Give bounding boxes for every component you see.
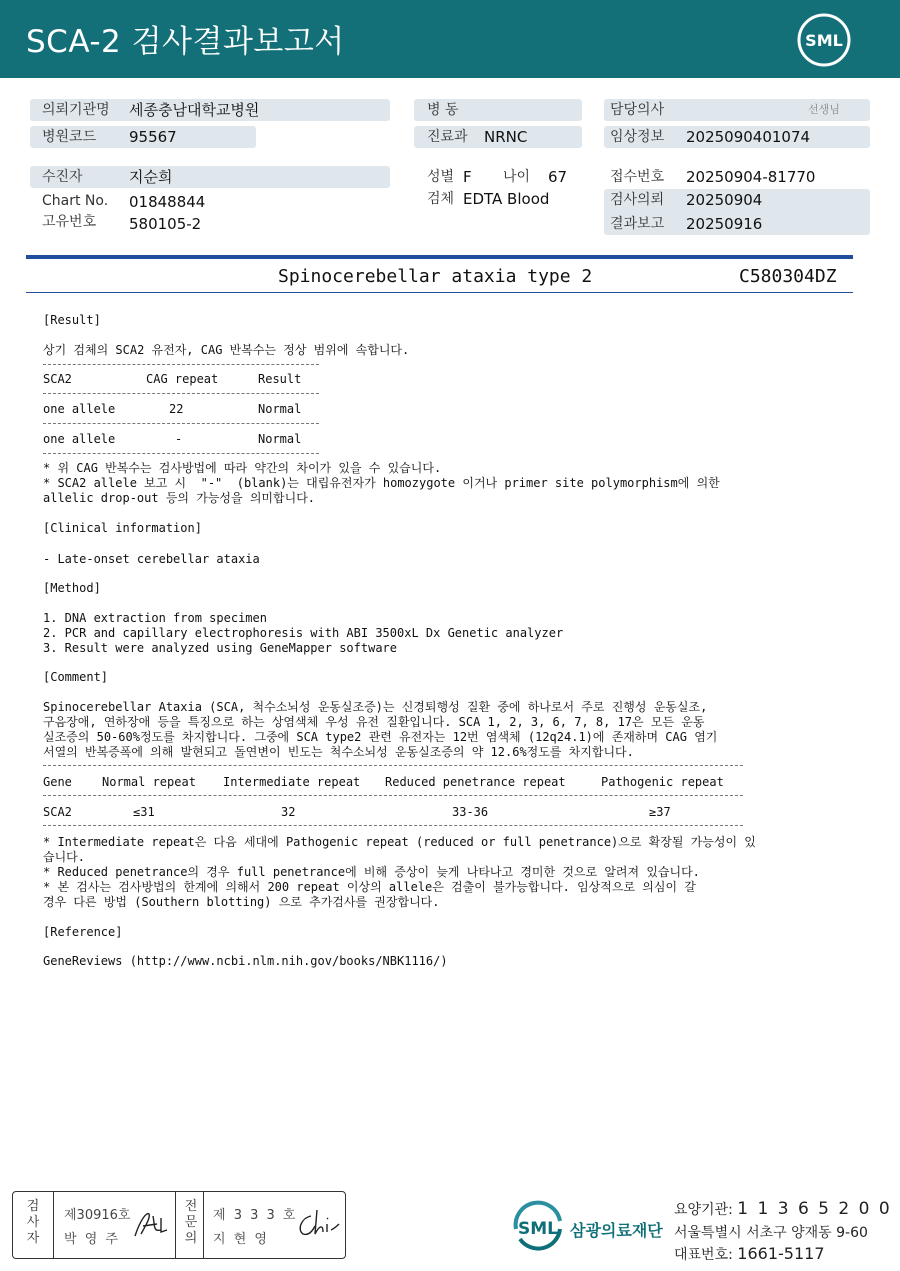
dept-label: 진료과: [427, 129, 468, 145]
section-divider: [26, 255, 853, 259]
comment-note: 습니다.: [43, 850, 86, 864]
comment-note: * Intermediate repeat은 다음 세대에 Pathogenic repeat (reduced or full penetrance)으로 확장될 가능성이 있: [43, 835, 756, 849]
examiner-name: 박 영 주: [64, 1232, 120, 1247]
request-label: 검사의뢰: [610, 192, 665, 208]
signature-box: [12, 1191, 346, 1259]
specialist-license: 제 3 3 3 호: [213, 1208, 298, 1223]
specimen-label: 검체: [427, 191, 455, 207]
clinical-info-value: 2025090401074: [686, 128, 811, 146]
receipt-label: 접수번호: [610, 169, 665, 185]
care-number: 1 1 3 6 5 2 0 0: [737, 1199, 892, 1219]
specialist-signature-icon: [293, 1206, 341, 1242]
result-col-repeat: CAG repeat: [146, 372, 219, 386]
comment-heading: [Comment]: [43, 670, 109, 684]
report-title: SCA-2 검사결과보고서: [26, 24, 345, 60]
result-row-allele: one allele: [43, 402, 116, 416]
report-header: [0, 0, 900, 78]
receipt-value: 20250904-81770: [686, 168, 816, 186]
repeat-col-reduced: Reduced penetrance repeat: [385, 775, 566, 789]
result-col-result: Result: [258, 372, 302, 386]
phone-label: 대표번호:: [674, 1247, 733, 1263]
report-date-value: 20250916: [686, 215, 763, 233]
specialist-label: 전문의: [184, 1199, 198, 1246]
result-row-result: Normal: [258, 432, 302, 446]
institution-label: 의뢰기관명: [42, 102, 110, 118]
test-name: Spinocerebellar ataxia type 2: [278, 266, 593, 287]
repeat-row-intermediate: 32: [281, 805, 296, 819]
result-row-result: Normal: [258, 402, 302, 416]
phone-number: 1661-5117: [737, 1244, 825, 1263]
method-line: 2. PCR and capillary electrophoresis with ABI 3500xL Dx Genetic analyzer: [43, 626, 564, 640]
clinical-heading: [Clinical information]: [43, 521, 202, 535]
result-heading: [Result]: [43, 313, 101, 327]
request-value: 20250904: [686, 191, 763, 209]
comment-note: 경우 다른 방법 (Southern blotting) 으로 추가검사를 권장합니다.: [43, 895, 440, 909]
comment-note: * 본 검사는 검사방법의 한계에 의해서 200 repeat 이상의 allele은 검출이 불가능합니다. 임상적으로 의심이 갈: [43, 880, 696, 894]
repeat-col-pathogenic: Pathogenic repeat: [601, 775, 724, 789]
dept-value: NRNC: [484, 128, 528, 146]
sex-label: 성별: [427, 169, 455, 185]
repeat-col-normal: Normal repeat: [102, 775, 196, 789]
comment-note: * Reduced penetrance의 경우 full penetrance에 비해 증상이 늦게 나타나고 경미한 것으로 알려져 있습니다.: [43, 865, 700, 879]
foundation-name: 삼광의료재단: [570, 1221, 663, 1240]
repeat-row-pathogenic: ≥37: [649, 805, 671, 819]
patient-value: 지순희: [129, 168, 173, 186]
examiner-label: 검사자: [26, 1199, 40, 1246]
doctor-suffix: 선생님: [808, 103, 840, 116]
phone-line: [674, 1244, 825, 1264]
foundation-logo-text: SML: [518, 1219, 558, 1239]
care-institution: [674, 1199, 892, 1219]
age-label: 나이: [503, 169, 531, 185]
result-table-rule: [43, 453, 319, 454]
result-note: allelic drop-out 등의 가능성을 의미합니다.: [43, 491, 316, 505]
result-table-rule: [43, 364, 319, 365]
doctor-label: 담당의사: [610, 102, 665, 118]
repeat-table-rule: [43, 765, 743, 766]
result-row-repeat: -: [175, 432, 183, 446]
test-code: C580304DZ: [739, 266, 837, 287]
repeat-row-normal: ≤31: [133, 805, 155, 819]
specialist-name: 지 현 영: [213, 1232, 269, 1247]
result-summary: 상기 검체의 SCA2 유전자, CAG 반복수는 정상 범위에 속합니다.: [43, 343, 410, 357]
method-line: 3. Result were analyzed using GeneMapper software: [43, 641, 398, 655]
repeat-row-reduced: 33-36: [452, 805, 489, 819]
reference-heading: [Reference]: [43, 925, 123, 939]
clinical-text: - Late-onset cerebellar ataxia: [43, 552, 260, 566]
comment-line: Spinocerebellar Ataxia (SCA, 척수소뇌성 운동실조증)는 신경퇴행성 질환 중에 하나로서 주로 진행성 운동실조,: [43, 700, 708, 714]
examiner-license: 제30916호: [64, 1208, 131, 1223]
unique-label: 고유번호: [42, 214, 97, 230]
sml-logo-icon: [797, 13, 851, 67]
address: 서울특별시 서초구 양재동 9-60: [674, 1225, 868, 1241]
sml-logo-text: SML: [805, 31, 843, 50]
care-label: 요양기관:: [674, 1202, 733, 1218]
hospital-code-label: 병원코드: [42, 129, 97, 145]
institution-value: 세종충남대학교병원: [129, 101, 260, 119]
repeat-col-gene: Gene: [43, 775, 72, 789]
patient-row: [30, 166, 390, 188]
result-note: * SCA2 allele 보고 시 "-" (blank)는 대립유전자가 homozygote 이거나 primer site polymorphism에 의한: [43, 476, 720, 490]
result-table-rule: [43, 393, 319, 394]
repeat-col-intermediate: Intermediate repeat: [223, 775, 361, 789]
result-table-rule: [43, 423, 319, 424]
repeat-row-gene: SCA2: [43, 805, 72, 819]
title-underline: [26, 292, 853, 293]
sml-foundation-logo-icon: [510, 1199, 566, 1255]
method-heading: [Method]: [43, 581, 101, 595]
specimen-value: EDTA Blood: [463, 190, 550, 208]
hospital-code-value: 95567: [129, 128, 177, 146]
chart-label: Chart No.: [42, 193, 109, 209]
examiner-signature-icon: [131, 1208, 171, 1242]
age-value: 67: [548, 168, 568, 186]
result-row-allele: one allele: [43, 432, 116, 446]
result-col-gene: SCA2: [43, 372, 72, 386]
ward-label: 병 동: [427, 102, 459, 118]
comment-line: 실조증의 50-60%정도를 차지합니다. 그중에 SCA type2 관련 유전자는 12번 염색체 (12q24.1)에 존재하며 CAG 염기: [43, 730, 718, 744]
repeat-table-rule: [43, 825, 743, 826]
report-date-label: 결과보고: [610, 216, 665, 232]
repeat-table-rule: [43, 795, 743, 796]
comment-line: 구음장애, 연하장애 등을 특징으로 하는 상염색체 우성 유전 질환입니다. SCA 1, 2, 3, 6, 7, 8, 17은 모든 운동: [43, 715, 705, 729]
result-note: * 위 CAG 반복수는 검사방법에 따라 약간의 차이가 있을 수 있습니다.: [43, 461, 442, 475]
clinical-info-label: 임상정보: [610, 129, 665, 145]
reference-link[interactable]: GeneReviews (http://www.ncbi.nlm.nih.gov/books/NBK1116/): [43, 954, 448, 968]
method-line: 1. DNA extraction from specimen: [43, 611, 267, 625]
sex-value: F: [463, 168, 472, 186]
unique-value: 580105-2: [129, 215, 202, 233]
result-row-repeat: 22: [169, 402, 184, 416]
patient-label: 수진자: [42, 169, 83, 185]
comment-line: 서열의 반복증폭에 의해 발현되고 돌연변이 빈도는 척수소뇌성 운동실조증의 약 12.6%정도를 차지합니다.: [43, 745, 634, 759]
chart-value: 01848844: [129, 193, 206, 211]
